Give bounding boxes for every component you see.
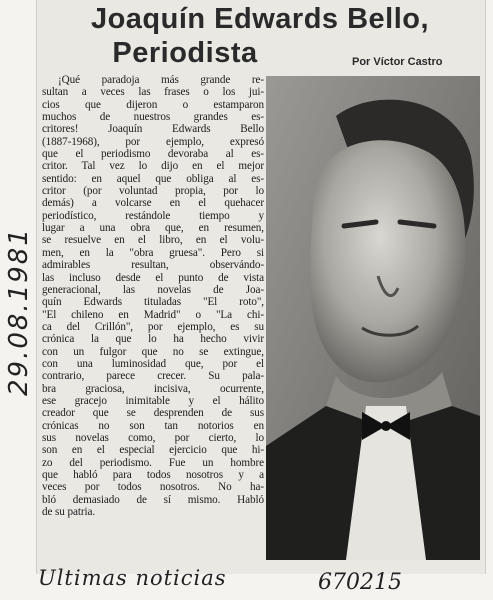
body-line: las incluso desde el punto de vista <box>42 271 264 284</box>
body-line: de su patria. <box>42 506 96 519</box>
article-byline: Por Víctor Castro <box>352 56 443 68</box>
body-line: que habló para todos nosotros y a <box>42 469 264 481</box>
article-body <box>42 74 264 564</box>
body-line: se resuelve en el libro, en el volu- <box>42 234 264 247</box>
body-line: cios que dijeron o estamparon <box>42 98 264 111</box>
body-line: critor. Tal vez lo dijo en el mejor <box>42 160 264 173</box>
body-line: ese gracejo inimitable y el hálito <box>42 394 264 407</box>
author-portrait-photo <box>266 76 480 560</box>
body-line: men, en la "obra gruesa". Pero si <box>42 246 264 259</box>
body-line: muchos de nuestros grandes es- <box>42 111 264 124</box>
handwritten-number: 670215 <box>318 570 402 595</box>
body-line: demás) a volcarse en el quehacer <box>42 197 264 210</box>
body-line: crónica la que lo ha hecho vivir <box>42 333 264 346</box>
body-line: creador que se desprenden de sus <box>42 407 264 420</box>
body-line: sus novelas como, por cierto, lo <box>42 431 264 444</box>
body-line: critor (por voluntad propia, por lo <box>42 185 264 198</box>
body-line: quín Edwards tituladas "El roto", <box>42 296 264 309</box>
body-line: ¡Qué paradoja más grande re- <box>58 74 264 86</box>
body-line: ca del Crillón", por ejemplo, es su <box>42 320 264 333</box>
handwritten-date: 29.08.1981 <box>4 227 34 396</box>
body-line: con una luminosidad que, por el <box>42 357 264 370</box>
portrait-image <box>266 76 480 560</box>
handwritten-source: Ultimas noticias <box>38 566 227 590</box>
headline-line-2: Periodista <box>112 37 258 69</box>
body-line: periodístico, restándole tiempo y <box>42 209 264 222</box>
headline-line-1: Joaquín Edwards Bello, <box>90 3 430 35</box>
body-line: lugar a una obra que, en resumen, <box>42 222 264 235</box>
body-line: (1887-1968), por ejemplo, expresó <box>42 135 264 148</box>
body-line: sentido: en aquel que obliga al es- <box>42 172 264 185</box>
body-line: contrario, parece crecer. Su pala- <box>42 370 264 383</box>
body-line: zo del periodismo. Fue un hombre <box>42 456 264 469</box>
body-line: "El chileno en Madrid" o "La chi- <box>42 308 264 321</box>
body-line: generacional, las novelas de Joa- <box>42 283 264 296</box>
body-line: critores! Joaquín Edwards Bello <box>42 123 264 136</box>
body-line: veces por todos nosotros. No ha- <box>42 481 264 494</box>
body-line: sultan a veces las frases o los jui- <box>42 86 264 99</box>
body-line: son en el especial ejercicio que hi- <box>42 444 264 457</box>
body-line: con un fulgor que no se extingue, <box>42 345 264 358</box>
body-line: crónicas no son tan notorios en <box>42 419 264 432</box>
body-line: admirables resultan, observándo- <box>42 259 264 272</box>
body-line: bra graciosa, incisiva, ocurrente, <box>42 382 264 395</box>
body-line: bló demasiado de sí mismo. Habló <box>42 493 264 506</box>
body-line: que el periodismo devoraba al es- <box>42 148 264 161</box>
